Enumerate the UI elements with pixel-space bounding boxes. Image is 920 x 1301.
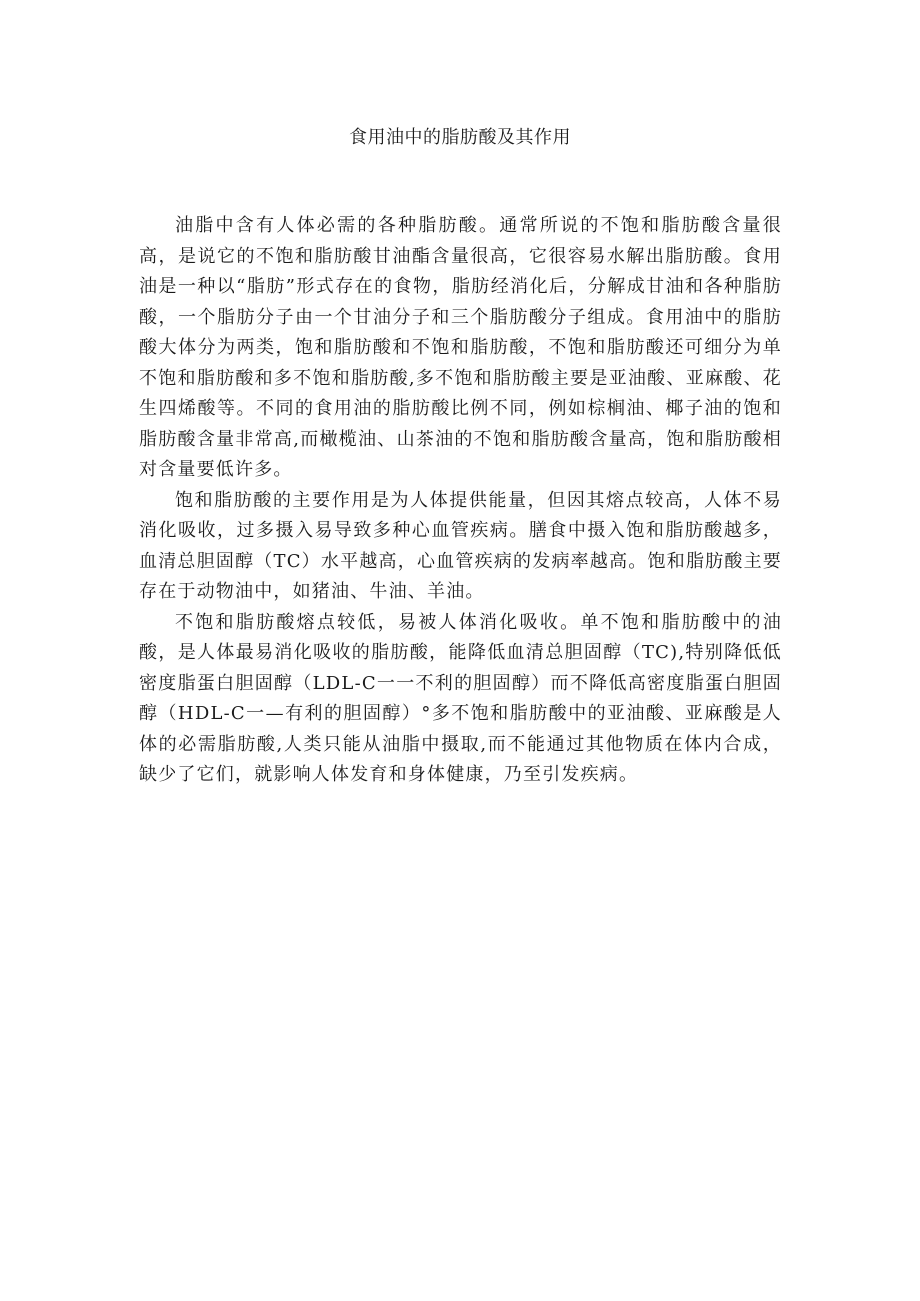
document-body	[139, 211, 782, 791]
paragraph-fatty-acids-overview: 油脂中含有人体必需的各种脂肪酸。通常所说的不饱和脂肪酸含量很高，是说它的不饱和脂肪酸甘油酯含量很高，它很容易水解出脂肪酸。食用油是一种以“脂肪”形式存在的食物，脂肪经消化后，分解成甘油和各种脂肪酸，一个脂肪分子由一个甘油分子和三个脂肪酸分子组成。食用油中的脂肪酸大体分为两类，饱和脂肪酸和不饱和脂肪酸，不饱和脂肪酸还可细分为单不饱和脂肪酸和多不饱和脂肪酸,多不饱和脂肪酸主要是亚油酸、亚麻酸、花生四烯酸等。不同的食用油的脂肪酸比例不同，例如棕榈油、椰子油的饱和脂肪酸含量非常高,而橄榄油、山茶油的不饱和脂肪酸含量高，饱和脂肪酸相对含量要低许多。	[139, 215, 782, 480]
document-title: 食用油中的脂肪酸及其作用	[349, 127, 571, 148]
paragraph-saturated-fatty-acids: 饱和脂肪酸的主要作用是为人体提供能量，但因其熔点较高，人体不易消化吸收，过多摄入易导致多种心血管疾病。膳食中摄入饱和脂肪酸越多，血清总胆固醇（TC）水平越高，心血管疾病的发病率越高。饱和脂肪酸主要存在于动物油中，如猪油、牛油、羊油。	[139, 489, 782, 602]
paragraph-unsaturated-fatty-acids: 不饱和脂肪酸熔点较低，易被人体消化吸收。单不饱和脂肪酸中的油酸，是人体最易消化吸收的脂肪酸，能降低血清总胆固醇（TC),特别降低低密度脂蛋白胆固醇（LDL-C一一不利的胆固醇）而不降低高密度脂蛋白胆固醇（HDL-C一—有利的胆固醇）°多不饱和脂肪酸中的亚油酸、亚麻酸是人体的必需脂肪酸,人类只能从油脂中摄取,而不能通过其他物质在体内合成，缺少了它们，就影响人体发育和身体健康，乃至引发疾病。	[139, 611, 782, 785]
